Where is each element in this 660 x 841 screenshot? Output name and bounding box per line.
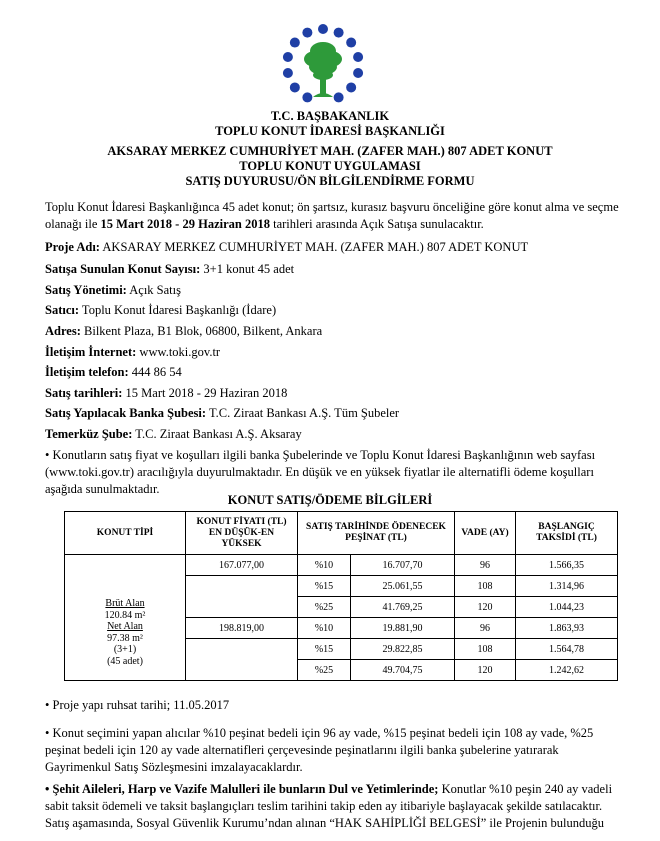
term-cell: 108 bbox=[455, 576, 516, 597]
field-bank-branch bbox=[45, 405, 625, 422]
field-value: Bilkent Plaza, B1 Blok, 06800, Bilkent, Ankara bbox=[80, 324, 323, 338]
field-address bbox=[45, 323, 625, 340]
pct-cell: %15 bbox=[298, 639, 351, 660]
field-value: T.C. Ziraat Bankası A.Ş. Aksaray bbox=[132, 427, 302, 441]
term-cell: 96 bbox=[455, 555, 516, 576]
install-cell: 1.564,78 bbox=[516, 639, 618, 660]
down-cell: 19.881,90 bbox=[351, 618, 455, 639]
price-cell: 198.819,00 bbox=[186, 618, 298, 639]
pct-cell: %15 bbox=[298, 576, 351, 597]
bullet-martyr-families bbox=[45, 781, 620, 832]
room-count: (3+1) bbox=[113, 644, 137, 655]
field-label: Temerküz Şube: bbox=[45, 427, 133, 441]
term-cell: 96 bbox=[455, 618, 516, 639]
field-value: www.toki.gov.tr bbox=[136, 345, 221, 359]
logo-dot bbox=[302, 92, 312, 102]
price-cell-empty bbox=[186, 639, 298, 681]
pct-cell: %25 bbox=[298, 660, 351, 681]
bullet-prices-info: • Konutların satış fiyat ve koşulları ilgili banka Şubelerinde ve Toplu Konut İdaresi Başkanlığının web sayfası (www.toki.gov.tr) aracılığıyla duyurulmaktadır. En düşük ve en yüksek fiyatlar ile alternatifli ödeme koşulları aşağıda sunulmaktadır. bbox=[45, 448, 596, 496]
field-value: 444 86 54 bbox=[128, 365, 182, 379]
unit-count: (45 adet) bbox=[107, 655, 143, 667]
down-cell: 41.769,25 bbox=[351, 597, 455, 618]
field-value: Açık Satış bbox=[126, 283, 181, 297]
install-cell: 1.314,96 bbox=[516, 576, 618, 597]
logo-dot bbox=[283, 52, 293, 62]
field-sales-dates bbox=[45, 385, 625, 402]
term-cell: 120 bbox=[455, 660, 516, 681]
field-project-name bbox=[45, 239, 625, 256]
logo-dot bbox=[353, 68, 363, 78]
header-line-5: SATIŞ DUYURUSU/ÖN BİLGİLENDİRME FORMU bbox=[185, 174, 475, 188]
net-area-value: 97.38 m² bbox=[107, 632, 143, 644]
field-sales-method bbox=[45, 282, 625, 299]
field-label: Proje Adı: bbox=[45, 240, 100, 254]
field-label: Satıcı: bbox=[45, 303, 80, 317]
field-label: Satış Yönetimi: bbox=[45, 283, 127, 297]
down-cell: 25.061,55 bbox=[351, 576, 455, 597]
logo-dot bbox=[283, 68, 293, 78]
header-down: SATIŞ TARİHİNDE ÖDENECEK PEŞİNAT (TL) bbox=[298, 512, 455, 555]
table-row bbox=[65, 555, 618, 576]
header-install: BAŞLANGIÇ TAKSİDİ (TL) bbox=[516, 512, 618, 555]
bullet3-bold: • Şehit Aileleri, Harp ve Vazife Malulleri ile bunların Dul ve Yetimlerinde; bbox=[45, 782, 439, 796]
permit-date: • Proje yapı ruhsat tarihi; 11.05.2017 bbox=[45, 698, 230, 712]
intro-text-end: tarihleri arasında Açık Satışa sunulacaktır. bbox=[269, 217, 484, 231]
field-value: T.C. Ziraat Bankası A.Ş. Tüm Şubeler bbox=[206, 406, 400, 420]
down-cell: 49.704,75 bbox=[351, 660, 455, 681]
install-cell: 1.044,23 bbox=[516, 597, 618, 618]
bullet-payment-terms: • Konut seçimini yapan alıcılar %10 peşinat bedeli için 96 ay vade, %15 peşinat bedeli için 108 ay vade, %25 peşinat bedeli için 120 ay vade alternatifleri çerçevesinde peşinatlarını ilgili banka şubelerine yatırarak Gayrimenkul Satış Sözleşmesini imzalayacaklardır. bbox=[45, 726, 594, 774]
logo-dot bbox=[353, 52, 363, 62]
logo-dot bbox=[334, 92, 344, 102]
field-unit-count bbox=[45, 261, 625, 278]
field-main-branch bbox=[45, 426, 625, 443]
gross-area-label: Brüt Alan bbox=[105, 598, 145, 609]
intro-text: Toplu Konut İdaresi Başkanlığınca 45 adet konut; ön şartsız, kurasız başvuru önceliğine göre konut alma ve seçme olanağı ile bbox=[45, 200, 619, 231]
header-line-3: AKSARAY MERKEZ CUMHURİYET MAH. (ZAFER MAH.) 807 ADET KONUT bbox=[107, 144, 553, 158]
down-cell: 29.822,85 bbox=[351, 639, 455, 660]
sales-payment-table bbox=[64, 511, 618, 681]
logo-dot bbox=[346, 38, 356, 48]
table-title: KONUT SATIŞ/ÖDEME BİLGİLERİ bbox=[227, 493, 433, 507]
net-area-label: Net Alan bbox=[107, 621, 143, 632]
term-cell: 120 bbox=[455, 597, 516, 618]
bullet3-text: Konutlar %10 peşin 240 ay vadeli sabit taksit ödemeli ve taksit başlangıçları teslim tarihini takip eden ay itibariyle başlayacak şekilde satılacaktır. Satış aşamasında, Sosyal Güvenlik Kurumu’ndan alınan “HAK SAHİPLİĞİ BELGESİ” ile Projenin bulunduğu bbox=[45, 782, 613, 830]
field-phone bbox=[45, 364, 625, 381]
field-seller bbox=[45, 302, 625, 319]
field-label: İletişim telefon: bbox=[45, 365, 129, 379]
intro-dates: 15 Mart 2018 - 29 Haziran 2018 bbox=[100, 217, 270, 231]
install-cell: 1.863,93 bbox=[516, 618, 618, 639]
install-cell: 1.242,62 bbox=[516, 660, 618, 681]
price-cell: 167.077,00 bbox=[186, 555, 298, 576]
field-label: Satış tarihleri: bbox=[45, 386, 123, 400]
field-website bbox=[45, 344, 625, 361]
logo-dot bbox=[290, 38, 300, 48]
logo-dot bbox=[346, 82, 356, 92]
pct-cell: %25 bbox=[298, 597, 351, 618]
logo-dot bbox=[302, 28, 312, 38]
field-value: Toplu Konut İdaresi Başkanlığı (İdare) bbox=[79, 303, 277, 317]
field-value: AKSARAY MERKEZ CUMHURİYET MAH. (ZAFER MAH.) 807 ADET KONUT bbox=[99, 240, 529, 254]
field-label: Adres: bbox=[45, 324, 81, 338]
intro-paragraph bbox=[45, 199, 620, 233]
header-line-4: TOPLU KONUT UYGULAMASI bbox=[239, 159, 421, 173]
field-label: İletişim İnternet: bbox=[45, 345, 137, 359]
unit-type-cell bbox=[65, 555, 186, 681]
price-cell-empty bbox=[186, 576, 298, 618]
field-value: 15 Mart 2018 - 29 Haziran 2018 bbox=[122, 386, 288, 400]
logo-dot bbox=[318, 24, 328, 34]
header-price: KONUT FİYATI (TL) EN DÜŞÜK-EN YÜKSEK bbox=[186, 512, 298, 555]
header-term: VADE (AY) bbox=[455, 512, 516, 555]
toki-logo-icon bbox=[281, 23, 365, 107]
header-line-1: T.C. BAŞBAKANLIK bbox=[270, 109, 390, 123]
field-value: 3+1 konut 45 adet bbox=[200, 262, 295, 276]
install-cell: 1.566,35 bbox=[516, 555, 618, 576]
term-cell: 108 bbox=[455, 639, 516, 660]
header-type: KONUT TİPİ bbox=[65, 512, 186, 555]
logo-dot bbox=[334, 28, 344, 38]
gross-area-value: 120.84 m² bbox=[104, 609, 146, 621]
pct-cell: %10 bbox=[298, 555, 351, 576]
header-line-2: TOPLU KONUT İDARESİ BAŞKANLIĞI bbox=[215, 124, 445, 138]
down-cell: 16.707,70 bbox=[351, 555, 455, 576]
pct-cell: %10 bbox=[298, 618, 351, 639]
field-label: Satış Yapılacak Banka Şubesi: bbox=[45, 406, 207, 420]
logo-dot bbox=[290, 82, 300, 92]
field-label: Satışa Sunulan Konut Sayısı: bbox=[45, 262, 201, 276]
